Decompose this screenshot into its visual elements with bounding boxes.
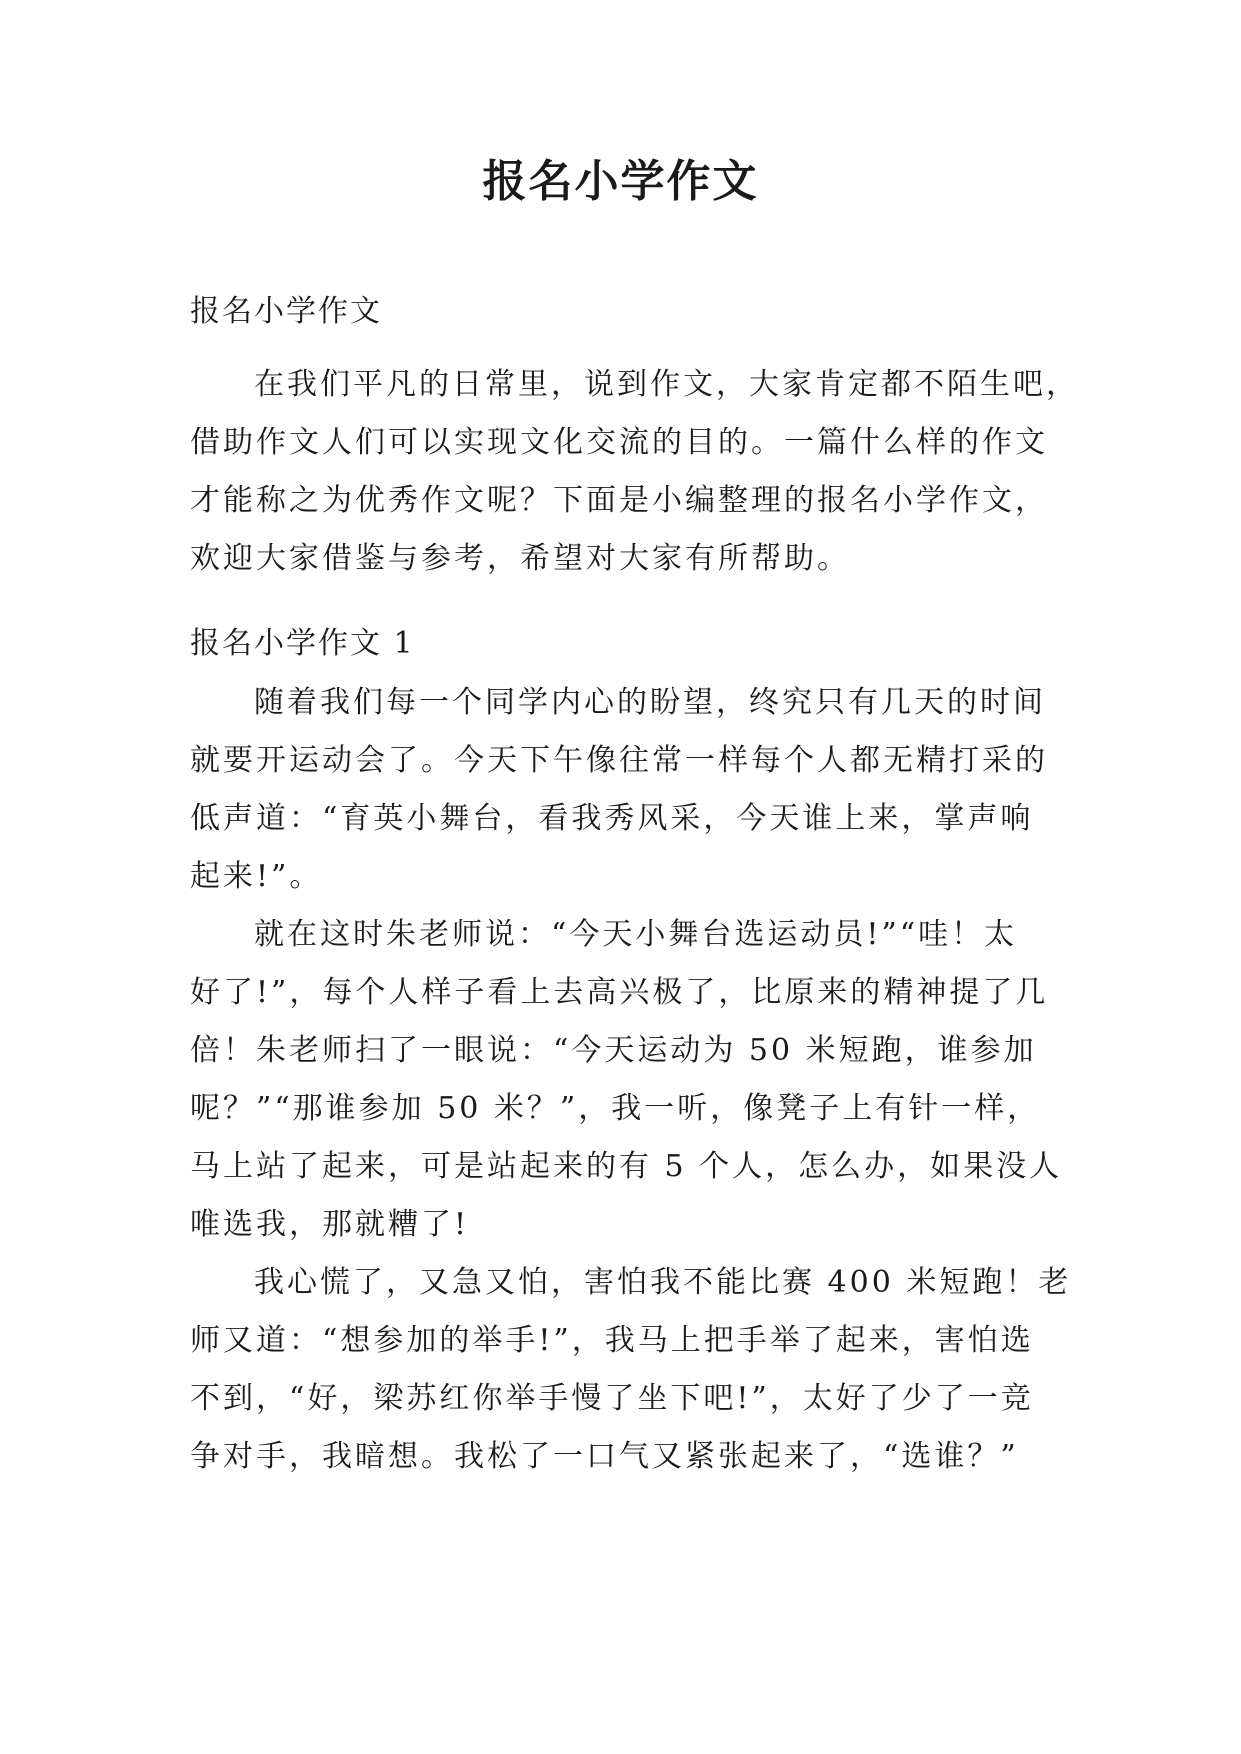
intro-line: 在我们平凡的日常里，说到作文，大家肯定都不陌生吧， xyxy=(254,367,1079,402)
paragraph-line: 倍！朱老师扫了一眼说：“今天运动为 50 米短跑，谁参加 xyxy=(190,1033,1037,1068)
paragraph-1 xyxy=(190,674,1050,906)
paragraph-line: 唯选我，那就糟了! xyxy=(190,1207,470,1242)
section-heading: 报名小学作文 1 xyxy=(190,626,415,661)
paragraph-line: 起来!”。 xyxy=(190,859,323,894)
document-title: 报名小学作文 xyxy=(482,156,759,207)
intro-line: 才能称之为优秀作文呢？下面是小编整理的报名小学作文， xyxy=(190,483,1048,518)
paragraph-line: 就在这时朱老师说：“今天小舞台选运动员!”“哇！太 xyxy=(254,917,1018,952)
paragraph-line: 呢？”“那谁参加 50 米？”，我一听，像凳子上有针一样， xyxy=(190,1091,1041,1126)
paragraph-line: 好了!”，每个人样子看上去高兴极了，比原来的精神提了几 xyxy=(190,975,1049,1010)
intro-paragraph xyxy=(190,356,1079,588)
paragraph-line: 随着我们每一个同学内心的盼望，终究只有几天的时间 xyxy=(254,685,1046,720)
paragraph-line: 就要开运动会了。今天下午像往常一样每个人都无精打采的 xyxy=(190,743,1048,778)
paragraph-line: 低声道：“育英小舞台，看我秀风采，今天谁上来，掌声响 xyxy=(190,801,1034,836)
paragraph-2 xyxy=(190,906,1063,1254)
paragraph-line: 马上站了起来，可是站起来的有 5 个人，怎么办，如果没人 xyxy=(190,1149,1063,1184)
intro-line: 借助作文人们可以实现文化交流的目的。一篇什么样的作文 xyxy=(190,425,1048,460)
paragraph-line: 师又道：“想参加的举手!”，我马上把手举了起来，害怕选 xyxy=(190,1323,1034,1358)
document-subtitle: 报名小学作文 xyxy=(190,294,382,329)
paragraph-3 xyxy=(190,1254,1072,1486)
paragraph-line: 不到，“好，梁苏红你举手慢了坐下吧!”，太好了少了一竞 xyxy=(190,1381,1034,1416)
paragraph-line: 争对手，我暗想。我松了一口气又紧张起来了，“选谁？” xyxy=(190,1439,1019,1474)
paragraph-line: 我心慌了，又急又怕，害怕我不能比赛 400 米短跑！老 xyxy=(254,1265,1072,1300)
intro-line: 欢迎大家借鉴与参考，希望对大家有所帮助。 xyxy=(190,541,850,576)
